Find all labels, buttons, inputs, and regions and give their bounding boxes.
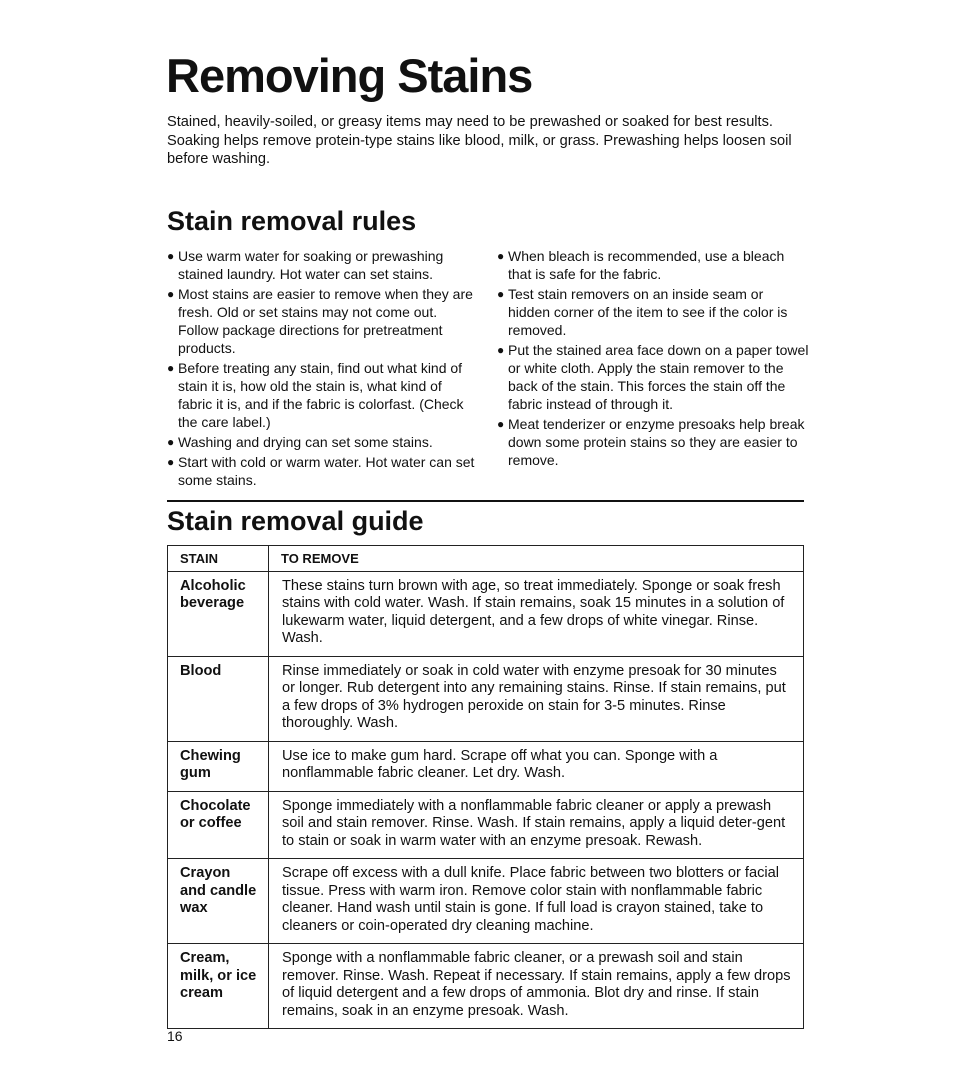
rules-heading: Stain removal rules bbox=[167, 206, 417, 236]
rule-item bbox=[167, 453, 477, 489]
stain-instructions: Sponge with a nonflammable fabric cleaner, or a prewash soil and stain remover. Rinse. Wash. Repeat if necessary. If stain remains, apply a few drops of liquid detergent and a few drops of ammonia. Blot dry and rinse. If stain remains, soak in an enzyme presoak. Wash. bbox=[269, 944, 804, 1029]
rule-item bbox=[497, 247, 809, 283]
rule-text: Most stains are easier to remove when they are fresh. Old or set stains may not come out. Follow package directions for pretreatment products. bbox=[178, 286, 473, 356]
stain-name: Crayon and candle wax bbox=[168, 859, 269, 944]
bullet-icon: ● bbox=[497, 249, 505, 263]
stain-name: Chewing gum bbox=[168, 741, 269, 791]
bullet-icon: ● bbox=[167, 435, 175, 449]
rules-list-left bbox=[167, 247, 477, 491]
intro-paragraph: Stained, heavily-soiled, or greasy items may need to be prewashed or soaked for best results. Soaking helps remove protein-type stains like blood, milk, or grass. Prewashing helps loosen soil before washing. bbox=[167, 114, 792, 167]
rule-text: Before treating any stain, find out what kind of stain it is, how old the stain is, what kind of fabric it is, and if the fabric is colorfast. (Check the care label.) bbox=[178, 360, 464, 430]
table-row bbox=[168, 656, 804, 741]
bullet-icon: ● bbox=[167, 249, 175, 263]
bullet-icon: ● bbox=[497, 417, 505, 431]
table-header-row bbox=[168, 546, 804, 572]
stain-instructions: Sponge immediately with a nonflammable fabric cleaner or apply a prewash soil and stain remover. Rinse. Wash. If stain remains, apply a liquid deter-gent to stain or soak in warm water with an enzyme presoak. Rewash. bbox=[269, 791, 804, 859]
stain-instructions: These stains turn brown with age, so treat immediately. Sponge or soak fresh stains with cold water. Wash. If stain remains, soak 15 minutes in a solution of lukewarm water, liquid detergent, and a few drops of white vinegar. Rinse. Wash. bbox=[269, 571, 804, 656]
stain-name: Alcoholic beverage bbox=[168, 571, 269, 656]
table-row bbox=[168, 741, 804, 791]
rule-text: When bleach is recommended, use a bleach that is safe for the fabric. bbox=[508, 248, 785, 282]
bullet-icon: ● bbox=[497, 287, 505, 301]
section-divider bbox=[167, 500, 804, 502]
stain-guide-table bbox=[167, 545, 804, 1029]
rule-item bbox=[167, 359, 477, 431]
rules-list-right bbox=[497, 247, 809, 471]
guide-heading: Stain removal guide bbox=[167, 506, 424, 536]
stain-name: Blood bbox=[168, 656, 269, 741]
rule-item bbox=[167, 285, 477, 357]
table-row bbox=[168, 944, 804, 1029]
stain-instructions: Rinse immediately or soak in cold water with enzyme presoak for 30 minutes or longer. Rub detergent into any remaining stains. Rinse. If stain remains, put a few drops of 3% hydrogen peroxide on stain for 3-5 minutes. Rinse thoroughly. Wash. bbox=[269, 656, 804, 741]
stain-instructions: Scrape off excess with a dull knife. Place fabric between two blotters or facial tissue. Press with warm iron. Remove color stain with nonflammable fabric cleaner. Hand wash until stain is gone. If full load is crayon stained, take to cleaners or coin-operated dry cleaning machine. bbox=[269, 859, 804, 944]
bullet-icon: ● bbox=[497, 343, 505, 357]
rule-text: Start with cold or warm water. Hot water can set some stains. bbox=[178, 454, 475, 488]
rule-text: Use warm water for soaking or prewashing stained laundry. Hot water can set stains. bbox=[178, 248, 444, 282]
rule-text: Test stain removers on an inside seam or hidden corner of the item to see if the color is removed. bbox=[508, 286, 788, 338]
rule-text: Washing and drying can set some stains. bbox=[178, 434, 433, 450]
column-header-stain: STAIN bbox=[168, 546, 269, 572]
table-row bbox=[168, 791, 804, 859]
stain-name: Cream, milk, or ice cream bbox=[168, 944, 269, 1029]
rule-text: Put the stained area face down on a paper towel or white cloth. Apply the stain remover to the back of the stain. This forces the stain off the fabric instead of through it. bbox=[508, 342, 809, 412]
bullet-icon: ● bbox=[167, 287, 175, 301]
rule-item bbox=[497, 341, 809, 413]
page-title: Removing Stains bbox=[166, 49, 533, 102]
rule-item bbox=[497, 415, 809, 469]
bullet-icon: ● bbox=[167, 455, 175, 469]
column-header-to-remove: TO REMOVE bbox=[269, 546, 804, 572]
rule-text: Meat tenderizer or enzyme presoaks help break down some protein stains so they are easier to remove. bbox=[508, 416, 805, 468]
table-row bbox=[168, 571, 804, 656]
page-number: 16 bbox=[167, 1028, 183, 1044]
table-row bbox=[168, 859, 804, 944]
rule-item bbox=[167, 247, 477, 283]
stain-instructions: Use ice to make gum hard. Scrape off what you can. Sponge with a nonflammable fabric cleaner. Let dry. Wash. bbox=[269, 741, 804, 791]
rule-item bbox=[167, 433, 477, 451]
rule-item bbox=[497, 285, 809, 339]
bullet-icon: ● bbox=[167, 361, 175, 375]
stain-name: Chocolate or coffee bbox=[168, 791, 269, 859]
